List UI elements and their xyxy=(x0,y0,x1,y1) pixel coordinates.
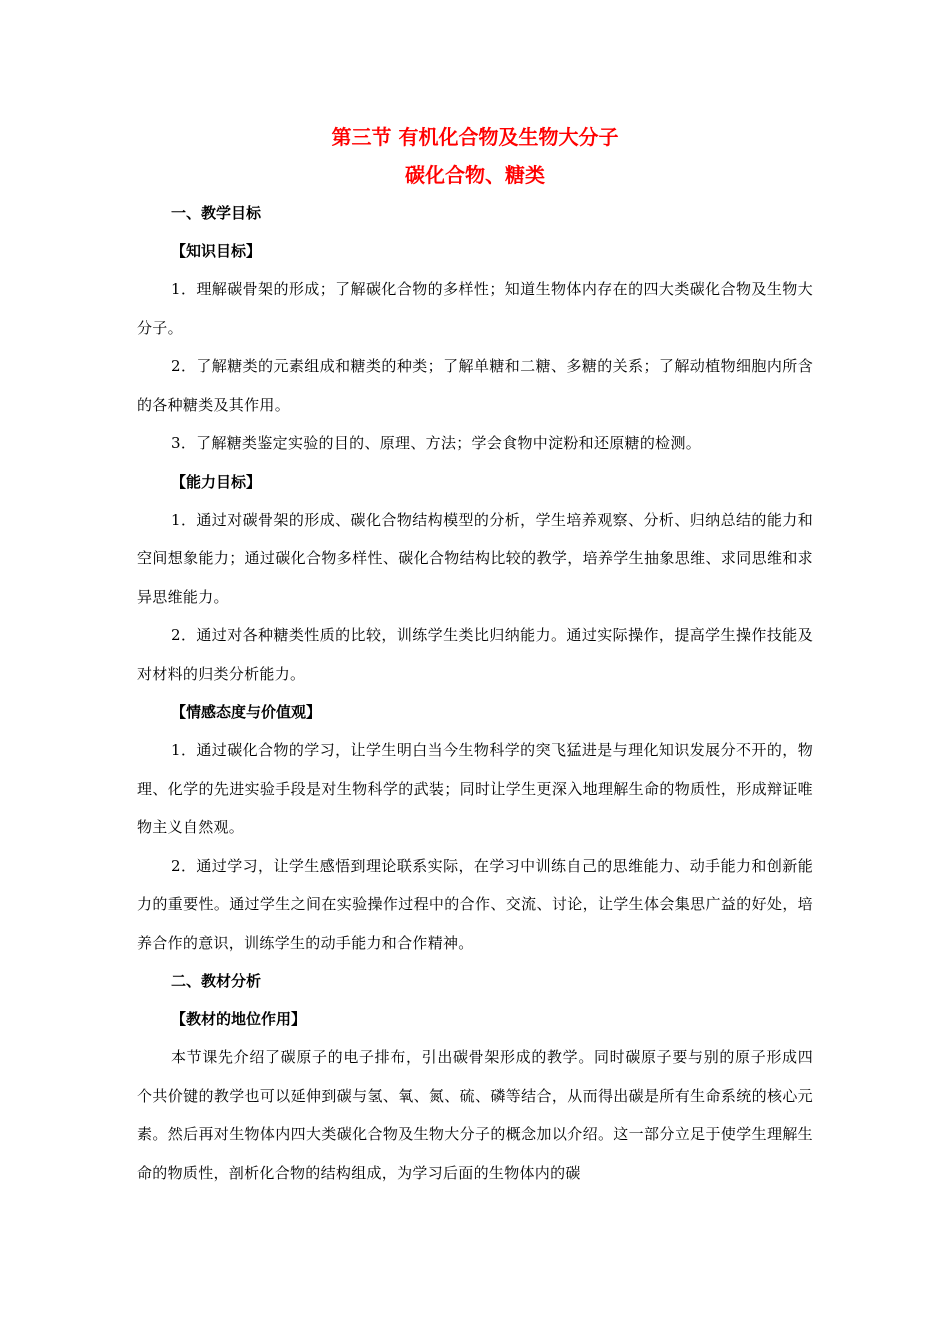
paragraph-role: 本节课先介绍了碳原子的电子排布，引出碳骨架形成的教学。同时碳原子要与别的原子形成四个共价键的教学也可以延伸到碳与氢、氧、氮、硫、磷等结合，从而得出碳是所有生命系统的核心元素。然后再对生物体内四大类碳化合物及生物大分子的概念加以介绍。这一部分立足于使学生理解生命的物质性，剖析化合物的结构组成，为学习后面的生物体内的碳 xyxy=(137,1048,813,1182)
document-subtitle: 碳化合物、糖类 xyxy=(405,163,545,187)
section-heading-objectives: 一、教学目标 xyxy=(171,204,262,222)
subheading-ability: 【能力目标】 xyxy=(171,472,262,491)
document-page xyxy=(137,118,813,1192)
subheading-role: 【教材的地位作用】 xyxy=(171,1010,307,1028)
paragraph-knowledge-2: 2．了解糖类的元素组成和糖类的种类；了解单糖和二糖、多糖的关系；了解动植物细胞内所含的各种糖类及其作用。 xyxy=(137,357,813,414)
subheading-knowledge: 【知识目标】 xyxy=(171,242,262,260)
subheading-attitude: 【情感态度与价值观】 xyxy=(171,703,322,721)
paragraph-knowledge-1: 1．理解碳骨架的形成；了解碳化合物的多样性；知道生物体内存在的四大类碳化合物及生物大分子。 xyxy=(137,280,813,337)
document-title: 第三节 有机化合物及生物大分子 xyxy=(331,125,619,149)
section-heading-analysis: 二、教材分析 xyxy=(171,972,262,990)
paragraph-attitude-2: 2．通过学习，让学生感悟到理论联系实际，在学习中训练自己的思维能力、动手能力和创新能力的重要性。通过学生之间在实验操作过程中的合作、交流、讨论，让学生体会集思广益的好处，培养合作的意识，训练学生的动手能力和合作精神。 xyxy=(137,856,813,952)
paragraph-attitude-1: 1．通过碳化合物的学习，让学生明白当今生物科学的突飞猛进是与理化知识发展分不开的，物理、化学的先进实验手段是对生物科学的武装；同时让学生更深入地理解生命的物质性，形成辩证唯物主义自然观。 xyxy=(137,741,813,836)
paragraph-knowledge-3: 3．了解糖类鉴定实验的目的、原理、方法；学会食物中淀粉和还原糖的检测。 xyxy=(171,434,702,452)
paragraph-ability-2: 2．通过对各种糖类性质的比较，训练学生类比归纳能力。通过实际操作，提高学生操作技能及对材料的归类分析能力。 xyxy=(137,626,813,683)
paragraph-ability-1: 1．通过对碳骨架的形成、碳化合物结构模型的分析，学生培养观察、分析、归纳总结的能力和空间想象能力；通过碳化合物多样性、碳化合物结构比较的教学，培养学生抽象思维、求同思维和求异思维能力。 xyxy=(137,510,813,606)
